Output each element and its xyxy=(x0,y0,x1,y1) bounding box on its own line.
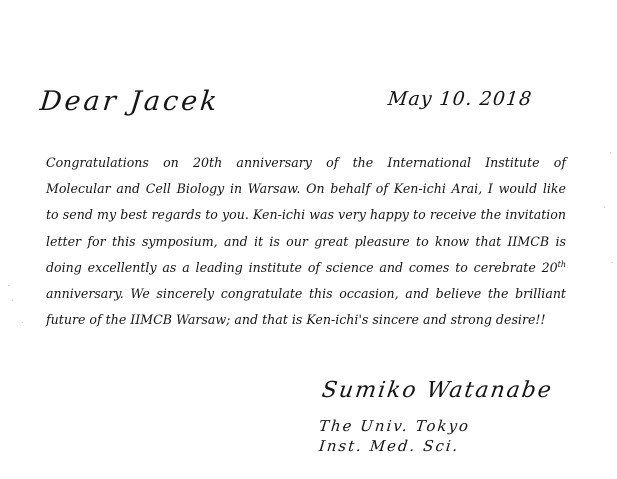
affiliation-university: The Univ. Tokyo xyxy=(318,417,472,435)
letter-date: May 10. 2018 xyxy=(386,88,534,110)
scan-speck xyxy=(610,152,611,153)
letter-body xyxy=(46,150,566,333)
body-line-6: anniversary. We sincerely congratulate this occasion, and believe the brilliant xyxy=(46,286,566,302)
scan-speck xyxy=(612,262,613,263)
scan-speck xyxy=(12,300,13,301)
scan-speck xyxy=(22,322,23,323)
scan-speck xyxy=(604,207,605,208)
body-line-4: letter for this symposium, and it is our great pleasure to know that IIMCB is xyxy=(46,233,566,249)
affiliation-institute: Inst. Med. Sci. xyxy=(318,437,461,455)
body-line-2: Molecular and Cell Biology in Warsaw. On behalf of Ken-ichi Arai, I would like xyxy=(46,181,566,197)
salutation: Dear Jacek xyxy=(38,86,222,117)
body-line-1: Congratulations on 20th anniversary of the International Institute of xyxy=(46,155,566,170)
body-line-5 xyxy=(46,255,566,281)
scan-speck xyxy=(8,285,9,286)
body-line-7: future of the IIMCB Warsaw; and that is Ken-ichi's sincere and strong desire!! xyxy=(46,312,546,328)
signature: Sumiko Watanabe xyxy=(320,378,555,403)
body-line-5-text: doing excellently as a leading institute of science and comes to cerebrate 20 xyxy=(46,259,558,275)
body-line-3: to send my best regards to you. Ken-ichi was very happy to receive the invitation xyxy=(46,207,566,223)
ordinal-superscript: th xyxy=(557,259,566,269)
